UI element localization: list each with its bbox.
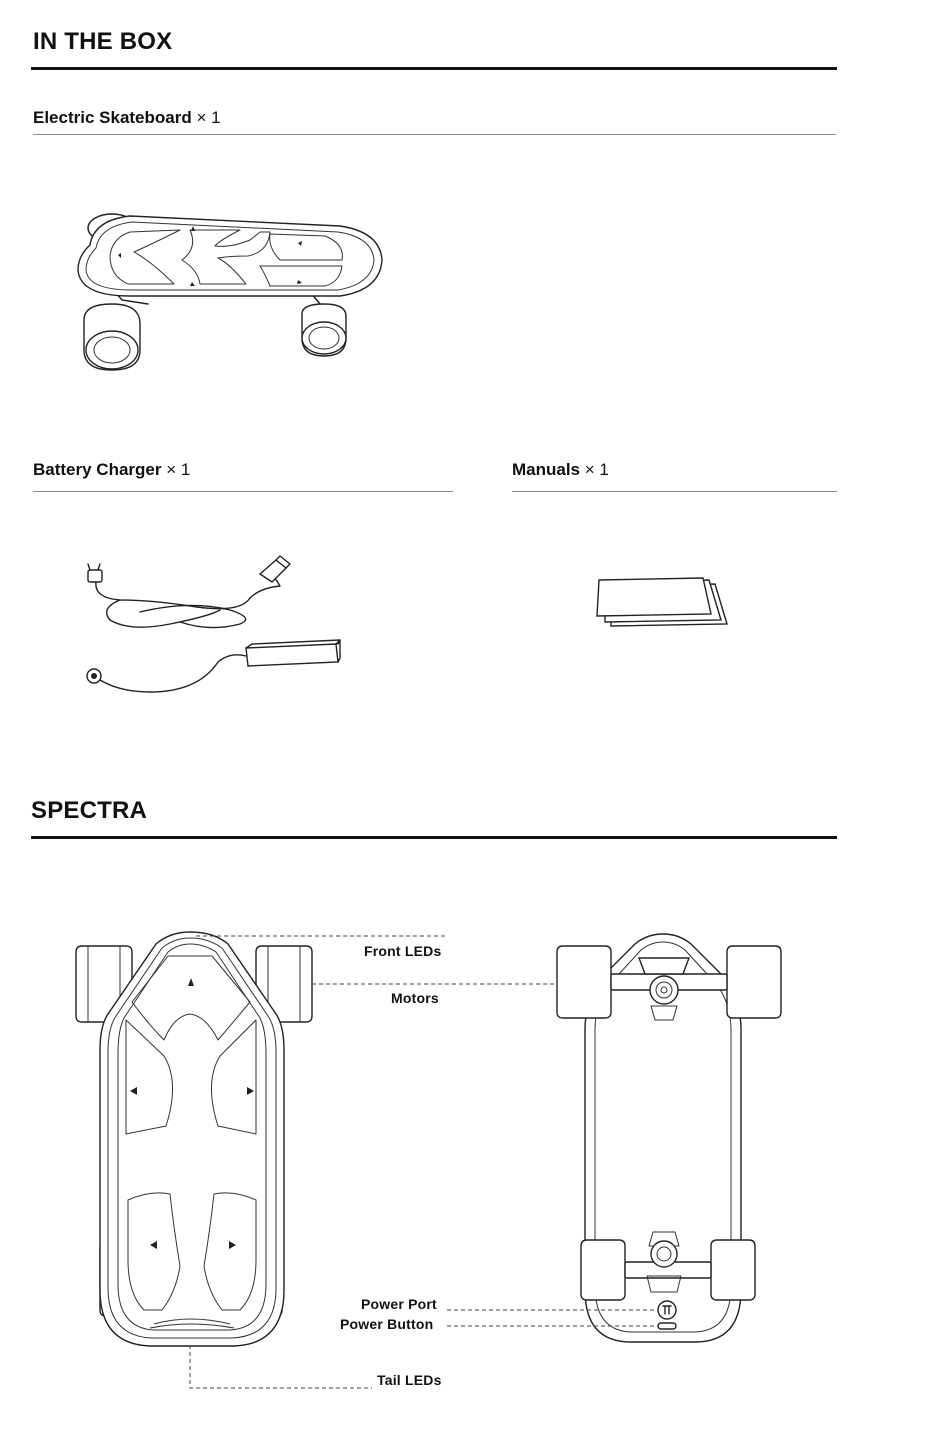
manuals-illustration bbox=[595, 578, 735, 638]
callout-front-leds: Front LEDs bbox=[364, 943, 442, 959]
heading-rule bbox=[31, 67, 837, 70]
board-top-view-illustration bbox=[70, 930, 310, 1350]
callout-tail-leds: Tail LEDs bbox=[377, 1372, 442, 1388]
board-bottom-view-illustration bbox=[555, 930, 785, 1350]
skateboard-illustration bbox=[70, 200, 390, 380]
section-heading-spectra: SPECTRA bbox=[31, 797, 148, 824]
item-label-manuals bbox=[512, 460, 609, 480]
item-name: Battery Charger bbox=[33, 460, 162, 479]
callout-power-button: Power Button bbox=[340, 1316, 434, 1332]
item-name: Electric Skateboard bbox=[33, 108, 192, 127]
item-rule bbox=[33, 134, 836, 135]
battery-charger-illustration bbox=[80, 552, 360, 702]
heading-rule bbox=[31, 836, 837, 839]
item-label-battery-charger bbox=[33, 460, 190, 480]
item-rule bbox=[33, 491, 453, 492]
item-label-skateboard bbox=[33, 108, 221, 128]
section-heading-in-the-box: IN THE BOX bbox=[33, 28, 173, 55]
item-qty: × 1 bbox=[196, 108, 221, 127]
item-qty: × 1 bbox=[166, 460, 191, 479]
item-name: Manuals bbox=[512, 460, 581, 479]
callout-power-port: Power Port bbox=[361, 1296, 437, 1312]
item-rule bbox=[512, 491, 837, 492]
callout-motors: Motors bbox=[391, 990, 439, 1006]
item-qty: × 1 bbox=[584, 460, 609, 479]
